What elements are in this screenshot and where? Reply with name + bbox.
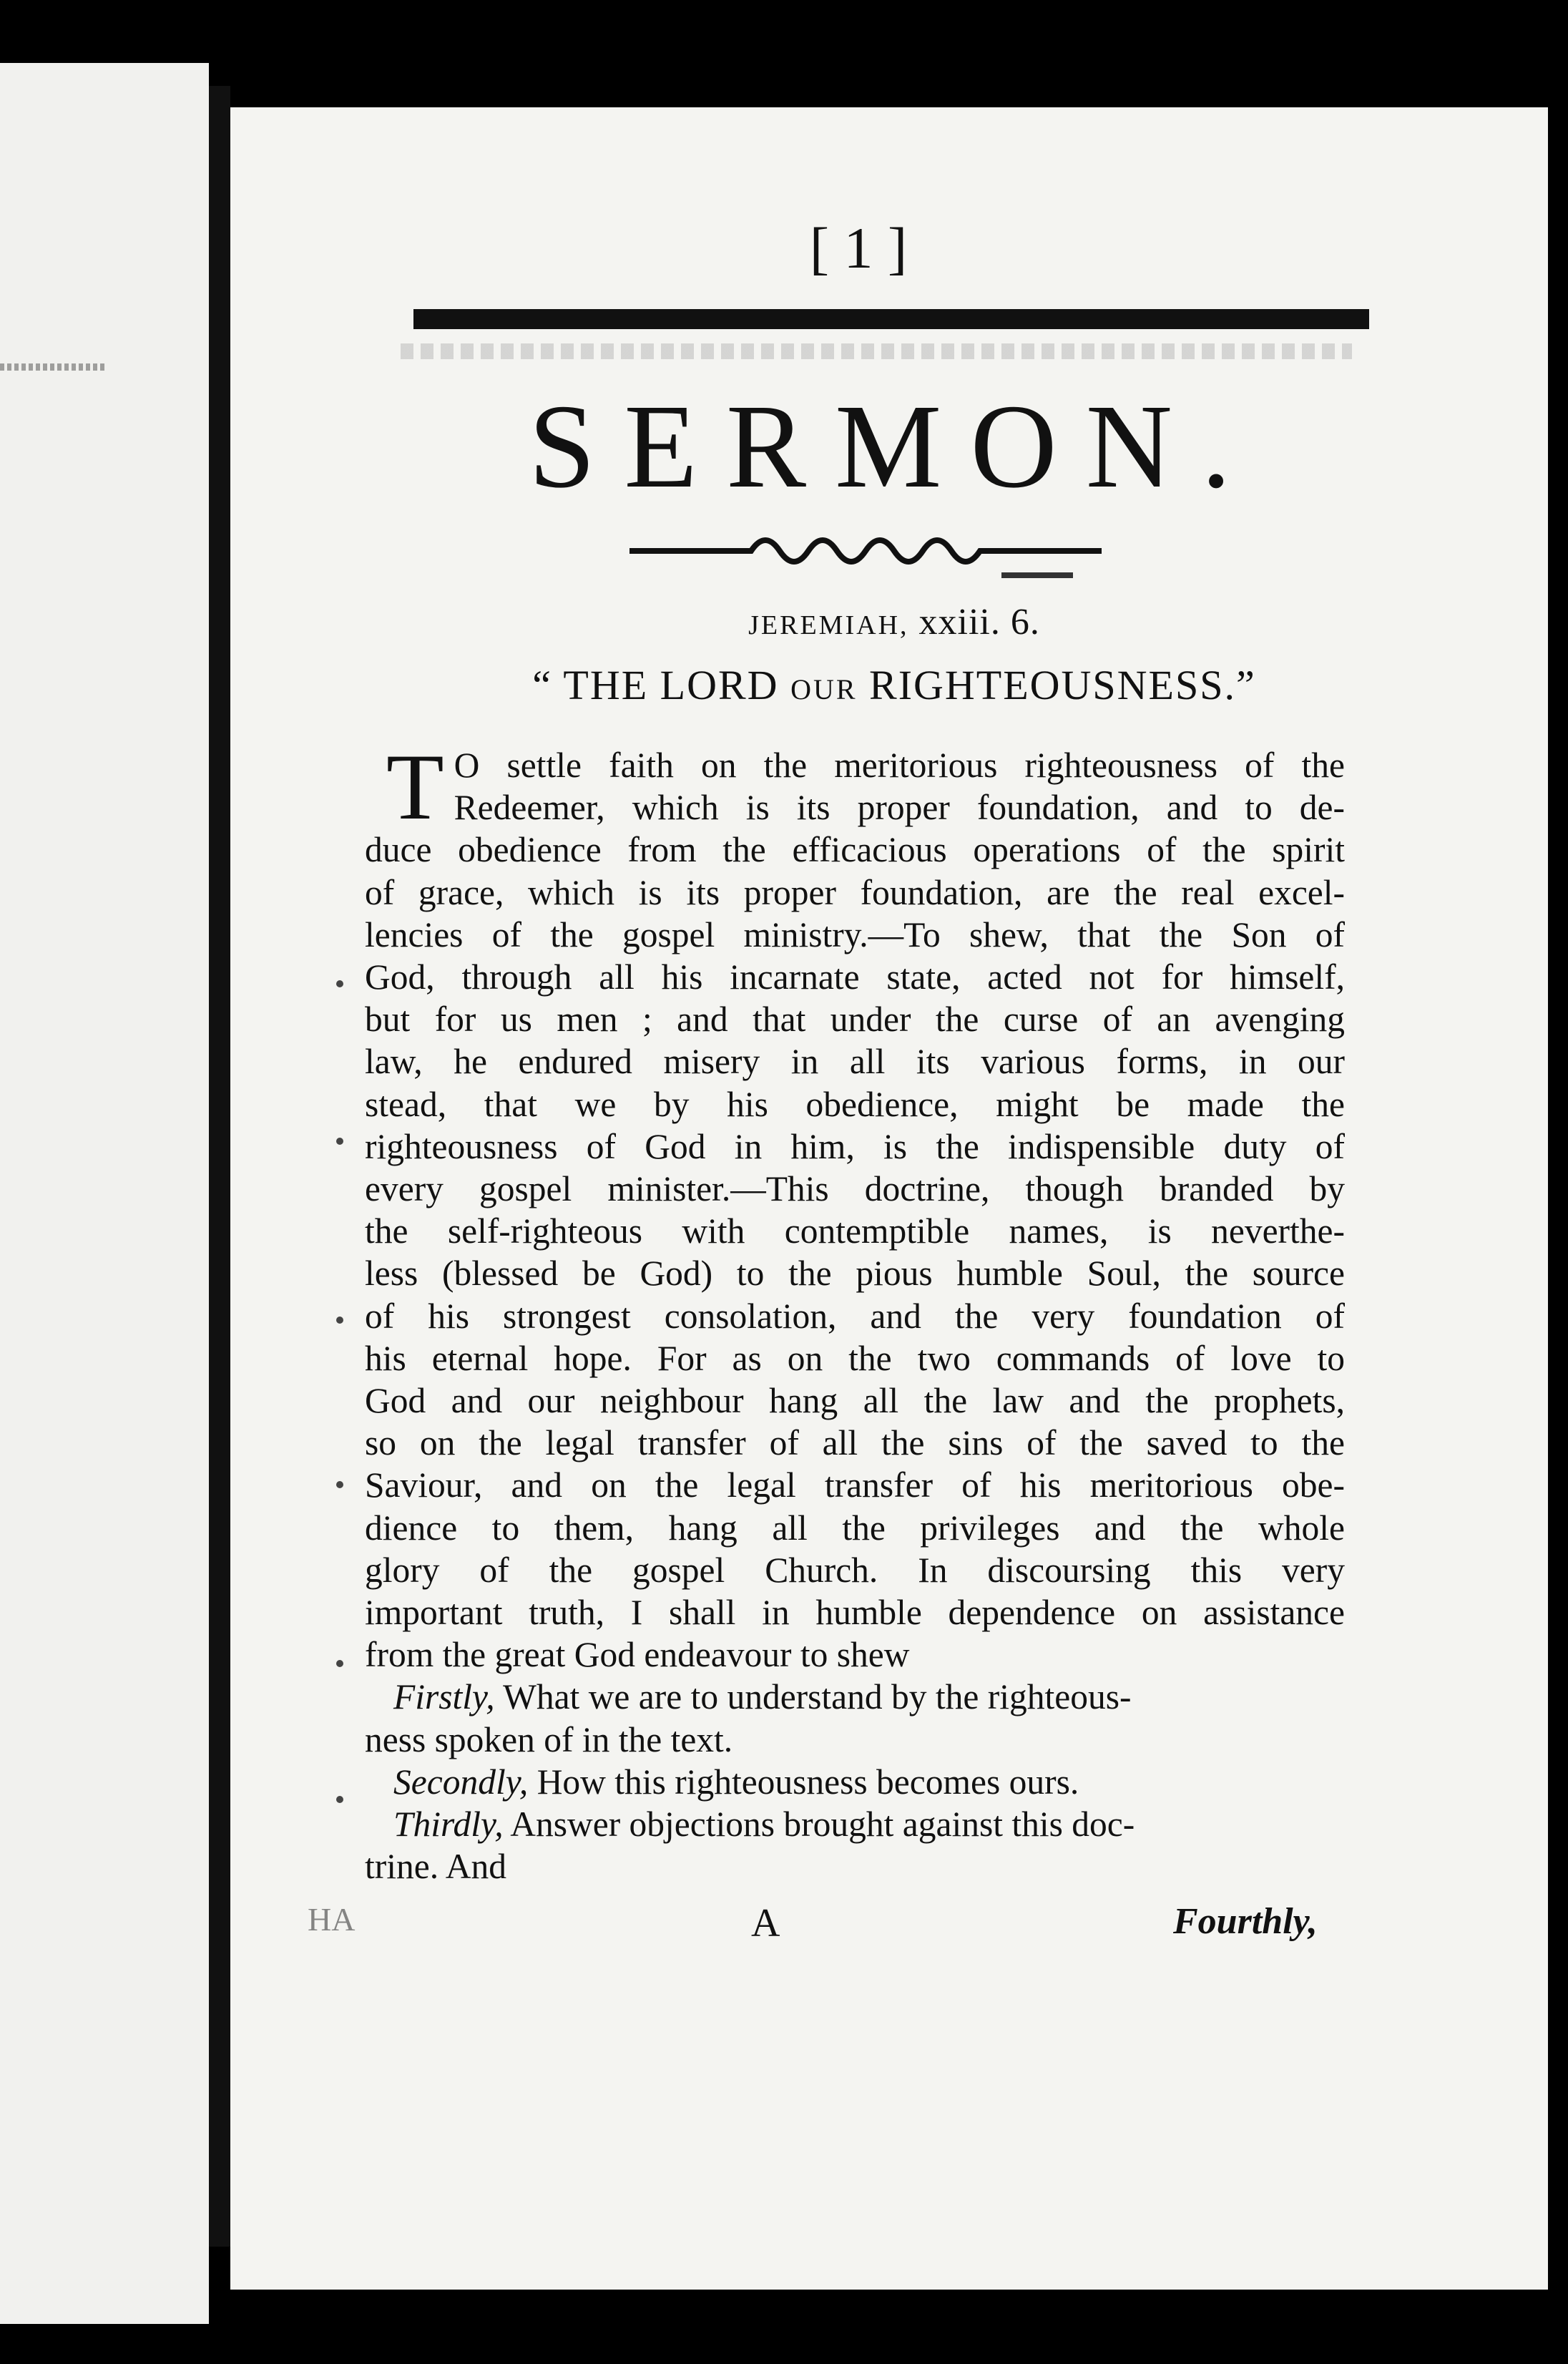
citation-book: JEREMIAH, xyxy=(748,610,909,640)
heading-thirdly-cont: trine. And xyxy=(365,1847,506,1887)
body-line: lencies of the gospel ministry.—To shew, that the Son of xyxy=(365,914,1345,954)
sermon-body xyxy=(365,734,1345,1887)
body-line: so on the legal transfer of all the sins of the saved to the xyxy=(365,1423,1345,1463)
body-line: every gospel minister.—This doctrine, though branded by xyxy=(365,1169,1345,1209)
speck xyxy=(336,980,343,987)
page-title: SERMON. xyxy=(528,380,1260,513)
heading-firstly-cont: ness spoken of in the text. xyxy=(365,1719,733,1759)
scripture-text xyxy=(401,661,1388,709)
heading-thirdly xyxy=(365,1803,1345,1845)
secondly-text: How this righteousness becomes ours. xyxy=(528,1762,1079,1802)
body-line: his eternal hope. For as on the two commands of love to xyxy=(365,1338,1345,1378)
speck xyxy=(336,1317,343,1324)
body-line: glory of the gospel Church. In discoursing this very xyxy=(365,1550,1345,1590)
scripture-text-open: “ THE LORD xyxy=(532,662,791,708)
body-line: the self-righteous with contemptible names, is neverthe- xyxy=(365,1211,1345,1251)
page-number: [ 1 ] xyxy=(809,215,908,280)
body-line: from the great God endeavour to shew xyxy=(365,1635,910,1675)
binding-gutter xyxy=(209,86,230,2247)
citation-reference: xxiii. 6. xyxy=(918,602,1040,643)
body-line: of grace, which is its proper foundation, are the real excel- xyxy=(365,872,1345,912)
bleed-through-text xyxy=(401,343,1352,359)
firstly-label: Firstly, xyxy=(393,1677,495,1717)
scripture-text-our: OUR xyxy=(790,673,858,705)
heading-firstly xyxy=(365,1676,1345,1718)
speck xyxy=(336,1660,343,1667)
body-line: duce obedience from the efficacious operations of the spirit xyxy=(365,830,1345,870)
scripture-text-close: RIGHTEOUSNESS.” xyxy=(857,662,1256,708)
speck xyxy=(336,1138,343,1145)
heading-secondly xyxy=(365,1761,1345,1803)
catchword: Fourthly, xyxy=(1173,1901,1318,1942)
firstly-text: What we are to understand by the righteous- xyxy=(494,1677,1132,1717)
body-line: law, he endured misery in all its various forms, in our xyxy=(365,1042,1345,1082)
body-line: O settle faith on the meritorious righteousness of the xyxy=(454,746,1345,785)
body-line: but for us men ; and that under the curse of an avenging xyxy=(365,1000,1345,1040)
body-line: important truth, I shall in humble dependence on assistance xyxy=(365,1593,1345,1633)
facing-page xyxy=(0,63,209,2324)
thirdly-label: Thirdly, xyxy=(393,1804,504,1845)
margin-specks xyxy=(336,980,358,1910)
wave-ornament xyxy=(629,522,1102,572)
thirdly-text: Answer objections brought against this doc- xyxy=(503,1804,1135,1845)
body-line: stead, that we by his obedience, might be made the xyxy=(365,1084,1345,1124)
body-line: of his strongest consolation, and the very foundation of xyxy=(365,1296,1345,1336)
scripture-citation xyxy=(401,601,1388,643)
body-line: Redeemer, which is its proper foundation, and to de- xyxy=(454,788,1345,828)
signature-mark: A xyxy=(751,1901,780,1945)
head-rule xyxy=(413,309,1369,329)
drop-cap: T xyxy=(386,734,444,839)
body-line: dience to them, hang all the privileges and the whole xyxy=(365,1508,1345,1548)
secondly-label: Secondly, xyxy=(393,1762,529,1802)
body-line: Saviour, and on the legal transfer of his meritorious obe- xyxy=(365,1465,1345,1505)
ornament-dash xyxy=(1001,572,1073,578)
body-line: God and our neighbour hang all the law and the prophets, xyxy=(365,1381,1345,1421)
speck xyxy=(336,1481,343,1488)
facing-page-bleed xyxy=(0,363,107,371)
body-line: less (blessed be God) to the pious humble Soul, the source xyxy=(365,1254,1345,1294)
bleed-through-footer: HA xyxy=(308,1901,356,1938)
body-line: righteousness of God in him, is the indispensible duty of xyxy=(365,1126,1345,1166)
speck xyxy=(336,1796,343,1803)
body-line: God, through all his incarnate state, acted not for himself, xyxy=(365,957,1345,997)
